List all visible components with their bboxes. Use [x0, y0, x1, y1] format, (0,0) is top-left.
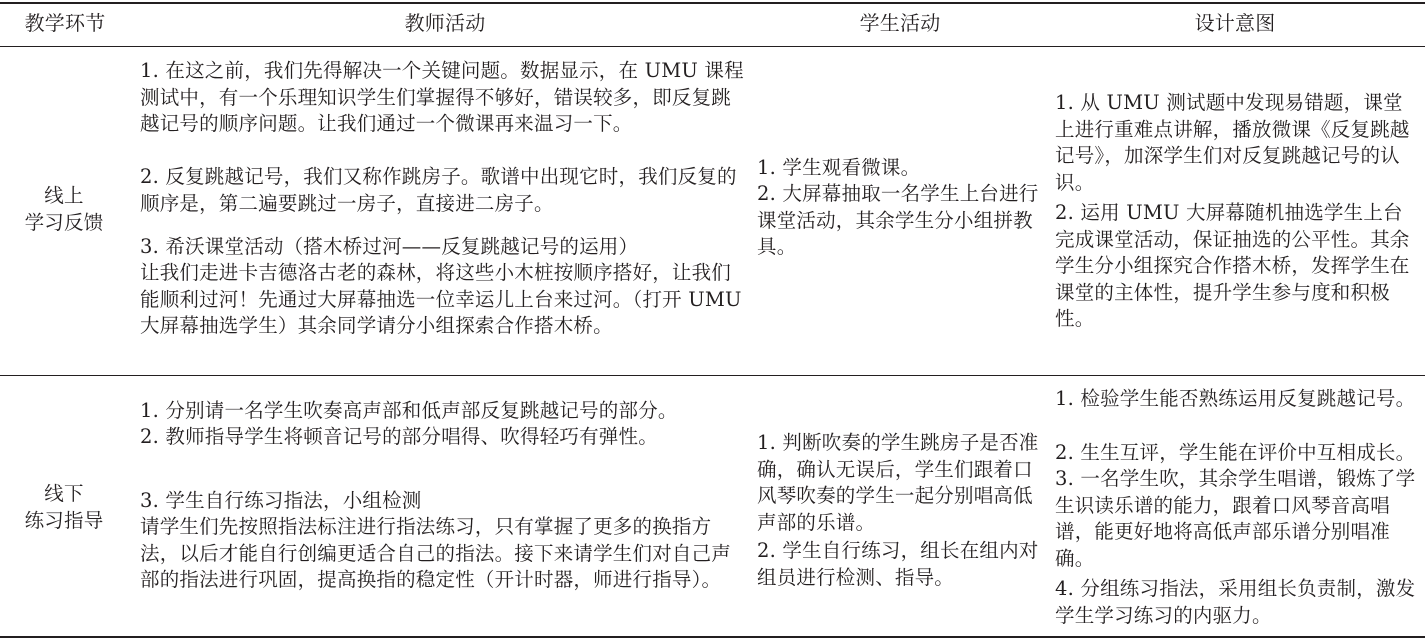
header-stage: 教学环节 [24, 11, 106, 35]
row1-teacher-p3: 3. 希沃课堂活动（搭木桥过河——反复跳越记号的运用） [140, 235, 639, 258]
row1-teacher-p1: 1. 在这之前，我们先得解决一个关键问题。数据显示，在 UMU 课程测试中，有一个乐理知识学生们掌握得不够好，错误较多，即反复跳越记号的顺序问题。让我们通过一个微课再来温习一下。 [140, 59, 744, 135]
table-bottom-rule [0, 636, 1425, 638]
row1-teacher-p4: 让我们走进卡吉德洛古老的森林，将这些小木桩按顺序搭好，让我们能顺利过河！先通过大屏幕抽选一位幸运儿上台来过河。（打开 UMU 大屏幕抽选学生）其余同学请分小组探索合作搭木桥。 [140, 261, 742, 337]
row1-stage-line1: 线上 [44, 184, 84, 207]
row1-design-p1: 1. 从 UMU 测试题中发现易错题，课堂上进行重难点讲解，播放微课《反复跳越记号》，加深学生们对反复跳越记号的认识。 [1055, 91, 1410, 194]
table-top-rule [0, 2, 1425, 4]
row1-student-p2: 2. 大屏幕抽取一名学生上台进行课堂活动，其余学生分小组拼教具。 [757, 182, 1039, 258]
row1-teacher-p2: 2. 反复跳越记号，我们又称作跳房子。歌谱中出现它时，我们反复的顺序是，第二遍要跳过一房子，直接进二房子。 [140, 165, 737, 215]
table-header-rule [0, 46, 1425, 47]
row2-teacher-p3: 3. 学生自行练习指法，小组检测 [140, 489, 422, 512]
row1-student-p1: 1. 学生观看微课。 [757, 156, 921, 179]
row1-stage-line2: 学习反馈 [24, 210, 104, 234]
row2-stage-line1: 线下 [44, 482, 84, 505]
row2-teacher-p4: 请学生们先按照指法标注进行指法练习，只有掌握了更多的换指方法，以后才能自行创编更适合自己的指法。接下来请学生们对自己声部的指法进行巩固，提高换指的稳定性（开计时器，师进行指导）。 [140, 515, 732, 591]
row1-stage [0, 183, 128, 236]
row2-student-p2: 2. 学生自行练习，组长在组内对组员进行检测、指导。 [757, 539, 1039, 589]
row2-stage-line2: 练习指导 [24, 508, 104, 532]
table-row-divider [0, 375, 1425, 376]
row2-teacher-p1: 1. 分别请一名学生吹奏高声部和低声部反复跳越记号的部分。 [140, 399, 678, 422]
header-student-activity: 学生活动 [859, 11, 941, 35]
row2-design-p3: 3. 一名学生吹，其余学生唱谱，锻炼了学生识读乐谱的能力，跟着口风琴音高唱谱，能更好地将高低声部乐谱分别唱准确。 [1055, 467, 1416, 570]
row2-teacher-p2: 2. 教师指导学生将顿音记号的部分唱得、吹得轻巧有弹性。 [140, 425, 658, 448]
row1-design-p2: 2. 运用 UMU 大屏幕随机抽选学生上台完成课堂活动，保证抽选的公平性。其余学生分小组探究合作搭木桥，发挥学生在课堂的主体性，提升学生参与度和积极性。 [1055, 201, 1410, 330]
row2-design-p2: 2. 生生互评，学生能在评价中互相成长。 [1055, 441, 1416, 464]
row2-design-p1: 1. 检验学生能否熟练运用反复跳越记号。 [1055, 387, 1416, 410]
header-design-intent: 设计意图 [1194, 11, 1276, 35]
row2-design-p4: 4. 分组练习指法，采用组长负责制，激发学生学习练习的内驱力。 [1055, 577, 1416, 627]
row2-student-p1: 1. 判断吹奏的学生跳房子是否准确，确认无误后，学生们跟着口风琴吹奏的学生一起分别唱高低声部的乐谱。 [757, 431, 1039, 534]
row2-stage [0, 481, 128, 534]
header-teacher-activity: 教师活动 [404, 11, 486, 35]
